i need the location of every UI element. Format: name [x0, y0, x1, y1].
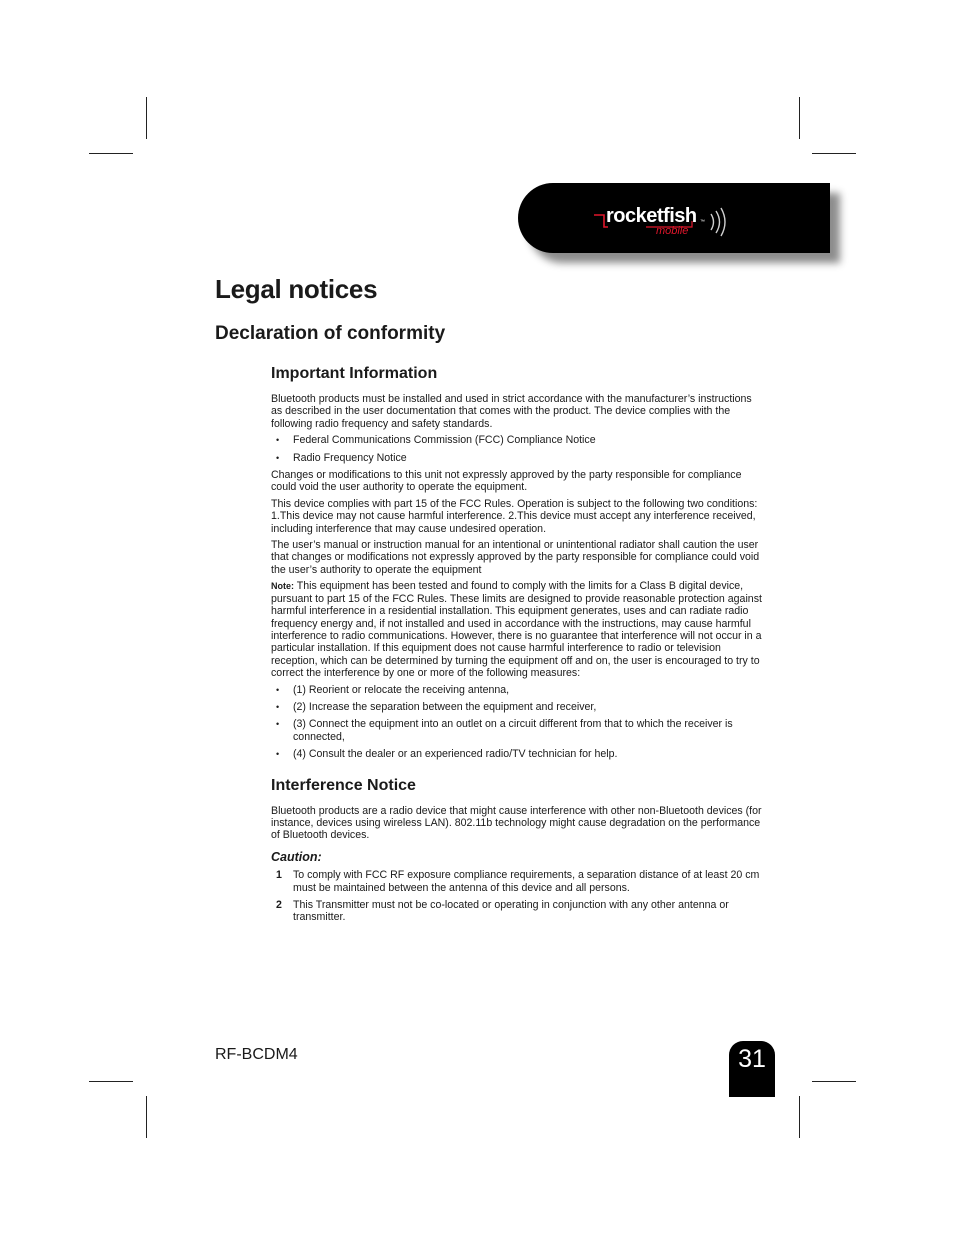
crop-mark-top-left-vertical [146, 97, 147, 139]
page-number: 31 [738, 1045, 766, 1073]
list-item [271, 869, 763, 894]
crop-mark-top-left-horizontal [89, 153, 133, 154]
manual-paragraph: The user’s manual or instruction manual for an intentional or unintentional radiator shall caution the user that changes or modifications not expressly approved by the party responsible for compliance could void the user’s authority to operate the equipment [271, 539, 760, 576]
measures-list [271, 684, 763, 761]
list-item: • (1) Reorient or relocate the receiving antenna, [271, 684, 763, 696]
interference-notice-heading: Interference Notice [271, 776, 416, 794]
item-text: To comply with FCC RF exposure compliance requirements, a separation distance of at least 20 cm must be maintained between the antenna of this device and all persons. [293, 869, 760, 894]
list-item [271, 899, 763, 924]
item-number: 2 [276, 899, 282, 911]
interference-paragraph: Bluetooth products are a radio device that might cause interference with other non-Bluetooth devices (for instance, devices using wireless LAN). 802.11b technology might cause degradation on the performance of Bluetooth devices. [271, 804, 762, 842]
signal-waves-icon [708, 207, 728, 237]
list-item: • Federal Communications Commission (FCC) Compliance Notice [271, 434, 763, 446]
crop-mark-bottom-left-vertical [146, 1096, 147, 1138]
logo-word-fish: fish [663, 205, 697, 227]
important-information-heading: Important Information [271, 365, 438, 382]
logo-trademark: ™ [700, 219, 705, 225]
logo-word-rocket: rocket [606, 205, 664, 227]
crop-mark-bottom-right-vertical [799, 1096, 800, 1138]
caution-label: Caution: [271, 849, 322, 864]
list-item: • Radio Frequency Notice [271, 452, 763, 464]
standards-list [271, 434, 763, 464]
crop-mark-bottom-right-horizontal [812, 1081, 856, 1082]
item-text: This Transmitter must not be co-located or operating in conjunction with any other antenna or transmitter. [293, 899, 729, 924]
list-item: • (3) Connect the equipment into an outlet on a circuit different from that to which the receiver is connected, [271, 718, 763, 743]
crop-mark-top-right-vertical [799, 97, 800, 139]
important-intro: Bluetooth products must be installed and used in strict accordance with the manufacturer’s instructions as described in the user documentation that comes with the product. The device complies with the following radio frequency and safety standards. [271, 393, 752, 430]
page-title: Legal notices [215, 274, 378, 304]
page-number-tab [729, 1041, 775, 1097]
section-title: Declaration of conformity [215, 323, 446, 344]
model-number: RF-BCDM4 [215, 1046, 298, 1063]
crop-mark-bottom-left-horizontal [89, 1081, 133, 1082]
list-item: • (2) Increase the separation between the equipment and receiver, [271, 701, 763, 713]
logo-subtext: mobile [656, 225, 689, 237]
note-paragraph [271, 580, 763, 679]
crop-mark-top-right-horizontal [812, 153, 856, 154]
caution-list [271, 869, 763, 924]
changes-paragraph: Changes or modifications to this unit not expressly approved by the party responsible for compliance could void the user authority to operate the equipment. [271, 469, 742, 494]
brand-logo-tab [518, 183, 830, 253]
note-text: This equipment has been tested and found to comply with the limits for a Class B digital device, pursuant to part 15 of the FCC Rules. These limits are designed to provide reasonable protection against harmful interference in a residential installation. This equipment generates, uses and can radiate radio frequency energy and, if not installed and used in accordance with the instructions, may cause harmful interference to radio communications. However, there is no guarantee that interference will not occur in a particular installation. If this equipment does not cause harmful interference to radio or television reception, which can be determined by turning the equipment off and on, the user is encouraged to try to correct the interference by one or more of the following measures: [271, 580, 762, 680]
part15-paragraph: This device complies with part 15 of the FCC Rules. Operation is subject to the following two conditions: 1.This device may not cause harmful interference. 2.This device must accept any interference received, including interference that may cause undesired operation. [271, 497, 758, 535]
list-item: • (4) Consult the dealer or an experienced radio/TV technician for help. [271, 748, 763, 760]
item-number: 1 [276, 869, 282, 882]
brand-logo [594, 197, 734, 243]
content-body [271, 364, 763, 929]
note-label: Note: [271, 581, 294, 592]
